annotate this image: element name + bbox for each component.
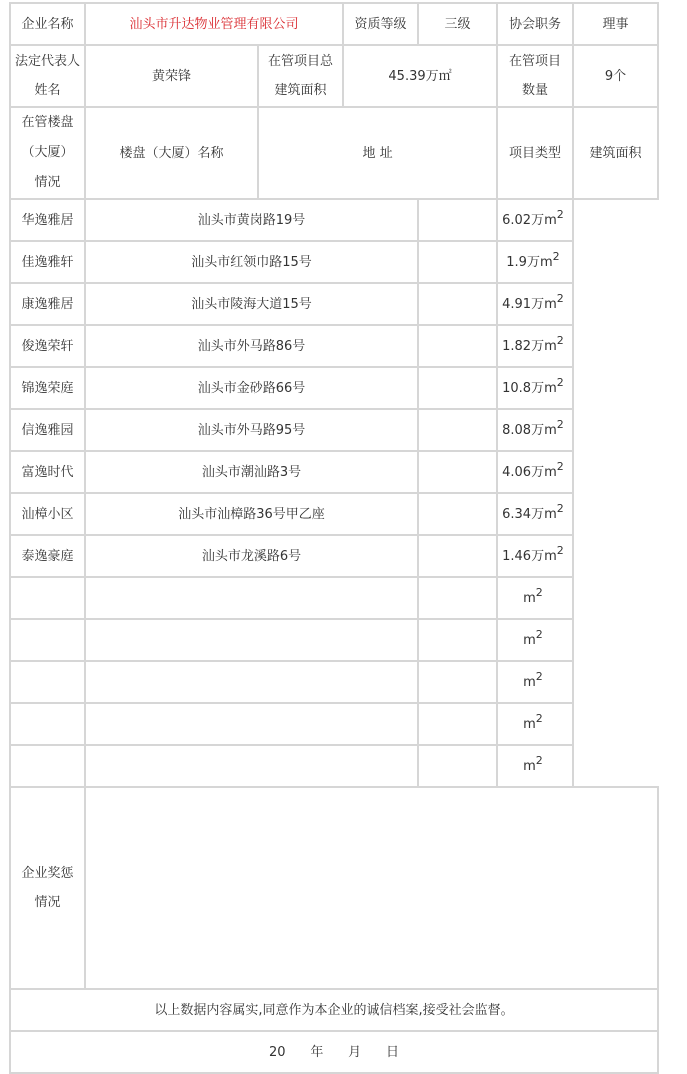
signing-date [10,1031,658,1073]
area-unit-exponent: 2 [552,249,560,263]
project-name [10,577,85,619]
association-label: 协会职务 [497,3,573,45]
project-address [85,661,418,703]
project-address: 汕头市潮汕路3号 [85,451,418,493]
area-unit-exponent: 2 [535,585,543,599]
company-name-label: 企业名称 [10,3,85,45]
awards-content [85,787,658,989]
date-day: 日 [385,1044,399,1060]
project-address [85,619,418,661]
area-value: 6.34万 [502,506,545,522]
awards-row [10,787,658,989]
area-unit-exponent: 2 [535,669,543,683]
project-name: 俊逸荣轩 [10,325,85,367]
area-unit: m [523,716,536,732]
awards-label: 企业奖惩 情况 [10,787,85,989]
date-year: 年 [310,1044,324,1060]
project-area [497,703,573,745]
table-row [10,661,658,703]
area-unit-exponent: 2 [556,375,564,389]
area-unit-exponent: 2 [535,711,543,725]
area-unit: m [544,380,557,396]
project-type [418,409,497,451]
project-name: 华逸雅居 [10,199,85,241]
project-type [418,451,497,493]
projects-header-row [10,107,658,199]
project-name: 信逸雅园 [10,409,85,451]
table-row [10,367,658,409]
project-type [418,745,497,787]
area-unit-exponent: 2 [535,627,543,641]
project-type [418,661,497,703]
table-row [10,703,658,745]
project-name: 锦逸荣庭 [10,367,85,409]
area-unit: m [544,338,557,354]
project-address [85,745,418,787]
area-unit-exponent: 2 [556,207,564,221]
area-value: 8.08万 [502,422,545,438]
legal-rep-label: 法定代表人 姓名 [10,45,85,107]
project-area [497,325,573,367]
area-unit: m [523,632,536,648]
legal-rep-value: 黄荣锋 [85,45,258,107]
projects-section-label: 在管楼盘 （大厦） 情况 [10,107,85,199]
table-row [10,535,658,577]
company-row [10,3,658,45]
project-area [497,199,573,241]
project-type [418,283,497,325]
project-area [497,535,573,577]
table-row [10,409,658,451]
project-name [10,745,85,787]
area-unit: m [544,464,557,480]
area-value: 1.46万 [502,548,545,564]
table-row [10,325,658,367]
summary-row [10,45,658,107]
area-unit: m [544,422,557,438]
area-unit-exponent: 2 [535,753,543,767]
area-unit: m [539,254,553,270]
project-type [418,493,497,535]
association-value: 理事 [573,3,658,45]
table-row [10,493,658,535]
date-month: 月 [348,1044,362,1060]
project-name: 汕樟小区 [10,493,85,535]
project-area [497,367,573,409]
area-unit: m [523,758,536,774]
project-area [497,241,573,283]
table-row [10,241,658,283]
col-header-address: 地 址 [258,107,497,199]
project-name: 富逸时代 [10,451,85,493]
project-area [497,577,573,619]
area-value: 1.9万 [506,254,540,270]
project-address: 汕头市陵海大道15号 [85,283,418,325]
project-type [418,535,497,577]
project-address [85,703,418,745]
company-name-value: 汕头市升达物业管理有限公司 [85,3,343,45]
project-count-label: 在管项目 数量 [497,45,573,107]
project-address: 汕头市龙溪路6号 [85,535,418,577]
col-header-type: 项目类型 [497,107,573,199]
area-unit: m [544,296,557,312]
area-unit-exponent: 2 [556,543,564,557]
project-address: 汕头市外马路95号 [85,409,418,451]
project-name [10,661,85,703]
total-area-label: 在管项目总 建筑面积 [258,45,343,107]
project-address: 汕头市金砂路66号 [85,367,418,409]
project-name [10,703,85,745]
area-unit: m [544,212,557,228]
area-value: 6.02万 [502,212,545,228]
project-name [10,619,85,661]
date-prefix: 20 [269,1044,286,1060]
table-row [10,283,658,325]
project-area [497,493,573,535]
col-header-name: 楼盘（大厦）名称 [85,107,258,199]
project-area [497,409,573,451]
project-type [418,577,497,619]
project-type [418,367,497,409]
date-row [10,1031,658,1073]
area-unit-exponent: 2 [556,291,564,305]
project-area [497,745,573,787]
qualification-value: 三级 [418,3,497,45]
declaration-row [10,989,658,1031]
project-type [418,619,497,661]
project-area [497,283,573,325]
declaration-text: 以上数据内容属实,同意作为本企业的诚信档案,接受社会监督。 [10,989,658,1031]
project-address: 汕头市黄岗路19号 [85,199,418,241]
area-unit-exponent: 2 [556,333,564,347]
project-type [418,241,497,283]
enterprise-credit-form [9,2,659,1074]
credit-record-table [9,2,659,1074]
area-unit: m [544,548,557,564]
project-type [418,325,497,367]
area-value: 4.91万 [502,296,545,312]
total-area-value: 45.39万㎡ [343,45,497,107]
project-name: 泰逸豪庭 [10,535,85,577]
project-address: 汕头市红领巾路15号 [85,241,418,283]
project-count-value: 9个 [573,45,658,107]
table-row [10,577,658,619]
project-area [497,661,573,703]
project-address [85,577,418,619]
project-type [418,199,497,241]
area-value: 10.8万 [502,380,545,396]
table-row [10,199,658,241]
area-unit-exponent: 2 [556,417,564,431]
project-address: 汕头市外马路86号 [85,325,418,367]
table-row [10,451,658,493]
table-row [10,745,658,787]
project-area [497,451,573,493]
project-address: 汕头市汕樟路36号甲乙座 [85,493,418,535]
table-row [10,619,658,661]
area-unit-exponent: 2 [556,459,564,473]
area-value: 4.06万 [502,464,545,480]
area-value: 1.82万 [502,338,545,354]
project-type [418,703,497,745]
area-unit: m [523,674,536,690]
area-unit: m [544,506,557,522]
project-name: 佳逸雅轩 [10,241,85,283]
col-header-area: 建筑面积 [573,107,658,199]
project-rows [10,199,658,787]
qualification-label: 资质等级 [343,3,418,45]
area-unit-exponent: 2 [556,501,564,515]
project-area [497,619,573,661]
project-name: 康逸雅居 [10,283,85,325]
area-unit: m [523,590,536,606]
